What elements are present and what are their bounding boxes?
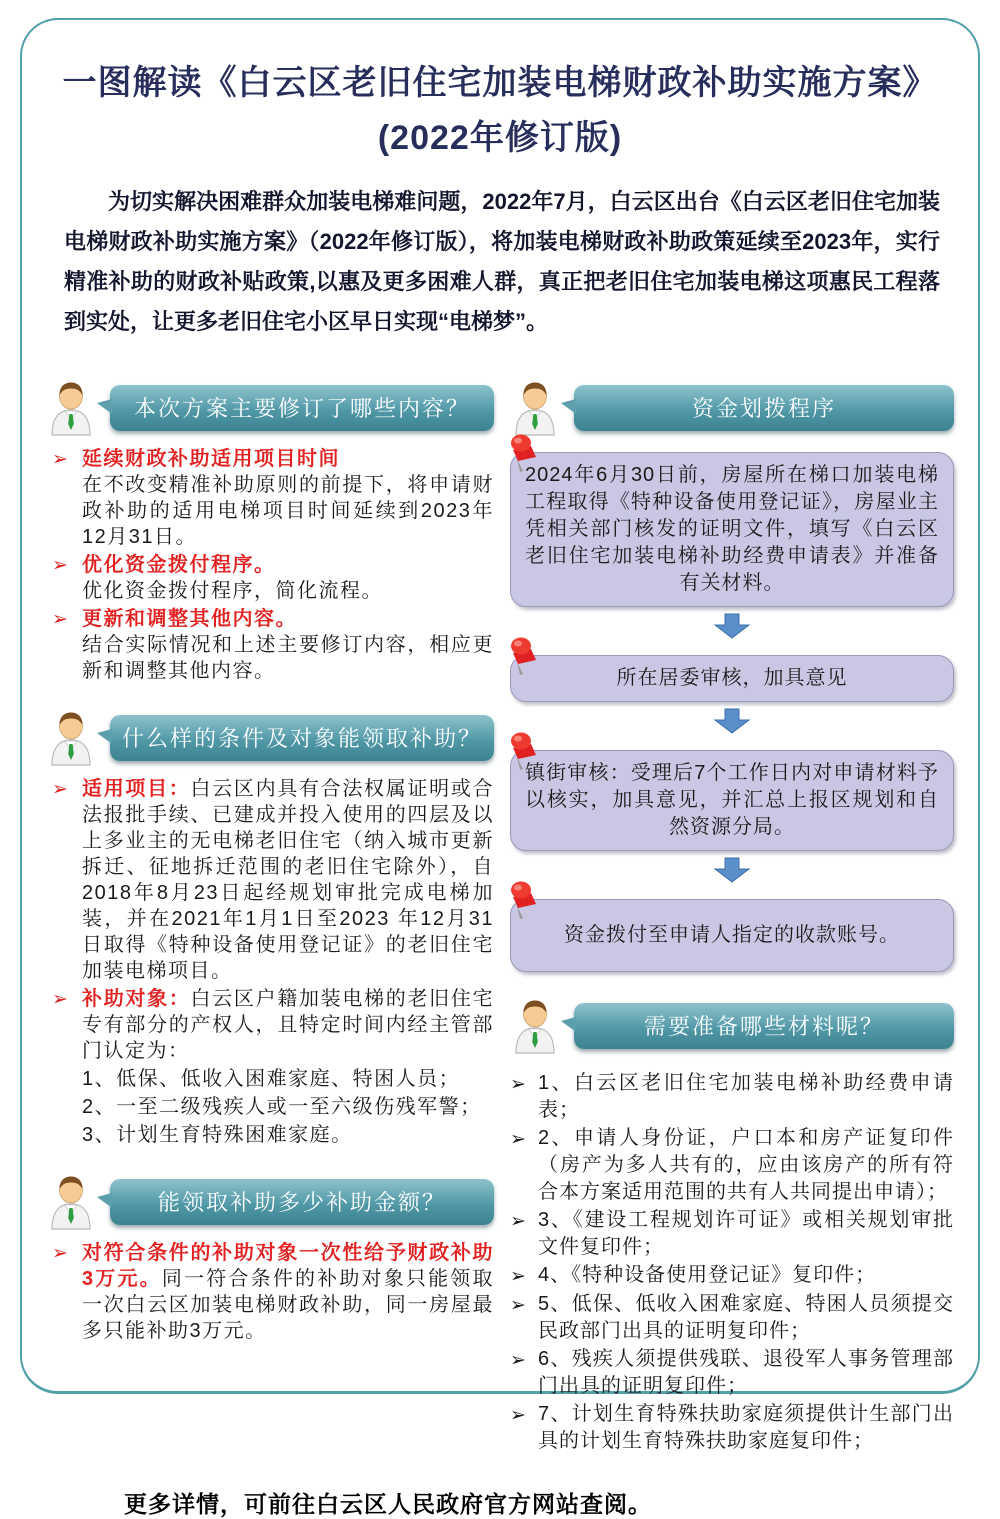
section-header [510, 380, 954, 436]
body-text: 白云区内具有合法权属证明或合法报批手续、已建成并投入使用的四层及以上多业主的无电梯老旧住宅（纳入城市更新拆迁、征地拆迁范围的老旧住宅除外），自2018年8月23日起经规划审批完成电梯加装，并在2021年1月1日至2023 年12月31日取得《特种设备使用登记证》的老旧住宅加装电梯项目。 [82, 778, 495, 983]
flow-step-text: 所在居委审核，加具意见 [616, 667, 848, 690]
emphasis-text: 补助对象： [82, 988, 191, 1011]
section-fund-process [510, 380, 954, 972]
arrow-bullet-icon: ➢ [52, 609, 68, 631]
material-list-item [510, 1125, 954, 1206]
arrow-bullet-icon: ➢ [52, 1243, 68, 1265]
material-item-text: 5、低保、低收入困难家庭、特困人员须提交民政部门出具的证明复印件； [538, 1293, 954, 1343]
body-text: 优化资金拨付程序，简化流程。 [82, 580, 383, 603]
emphasis-text: 更新和调整其他内容。 [82, 608, 297, 631]
list-item [52, 446, 494, 550]
page-title-line1: 一图解读《白云区老旧住宅加装电梯财政补助实施方案》 [62, 64, 938, 102]
body-text: 同一符合条件的补助对象只能领取一次白云区加装电梯财政补助，同一房屋最多只能补助3万元。 [82, 1268, 494, 1343]
red-pushpin-icon [505, 731, 541, 775]
blue-down-arrow-icon [710, 857, 754, 883]
section-title: 本次方案主要修订了哪些内容？ [133, 396, 470, 422]
arrow-bullet-icon: ➢ [510, 1074, 526, 1096]
right-column [510, 380, 954, 1456]
flow-step-box [510, 452, 954, 607]
material-item-text: 7、计划生育特殊扶助家庭须提供计生部门出具的计划生育特殊扶助家庭复印件； [538, 1403, 954, 1453]
list-item [52, 986, 494, 1148]
flow-step-text: 2024年6月30日前，房屋所在梯口加装电梯工程取得《特种设备使用登记证》，房屋业主凭相关部门核发的证明文件，填写《白云区老旧住宅加装电梯补助经费申请表》并准备有关材料。 [525, 464, 939, 595]
material-item-text: 4、《特种设备使用登记证》复印件； [538, 1264, 877, 1287]
red-pushpin-icon [505, 433, 541, 477]
arrow-bullet-icon: ➢ [510, 1266, 526, 1288]
body-text: 白云区户籍加装电梯的老旧住宅专有部分的产权人，且特定时间内经主管部门认定为： [82, 988, 495, 1063]
list-item [52, 776, 494, 984]
list-item-text [82, 1240, 494, 1344]
list-item-text [82, 776, 494, 984]
body-text: 在不改变精准补助原则的前提下，将申请财政补助的适用电梯项目时间延续到2023年12月31日。 [82, 474, 494, 549]
section-title-bubble [574, 1003, 954, 1049]
material-list-item [510, 1207, 954, 1261]
section-header [46, 380, 494, 436]
arrow-bullet-icon: ➢ [510, 1405, 526, 1427]
section-amount [46, 1174, 494, 1344]
flow-step-text: 镇街审核：受理后7个工作日内对申请材料予以核实，加具意见，并汇总上报区规划和自然资源分局。 [525, 762, 939, 839]
person-avatar-icon [510, 380, 560, 436]
material-item-text: 2、申请人身份证，户口本和房产证复印件（房产为多人共有的，应由该房产的所有符合本方案适用范围的共有人共同提出申请）； [538, 1127, 954, 1204]
section-header [46, 710, 494, 766]
arrow-bullet-icon: ➢ [52, 555, 68, 577]
material-item-text: 1、白云区老旧住宅加装电梯补助经费申请表； [538, 1072, 954, 1122]
sub-list-item: 2、一至二级残疾人或一至六级伤残军警； [82, 1096, 482, 1119]
list-item [52, 606, 494, 684]
list-item-text [82, 986, 494, 1148]
material-list-item [510, 1401, 954, 1455]
red-pushpin-icon [505, 636, 541, 680]
section-materials [510, 998, 954, 1455]
page-title-line2: (2022年修订版) [377, 119, 623, 158]
section-title-bubble [574, 385, 954, 431]
bullet-list [52, 446, 494, 684]
emphasis-text: 对符合条件的补助对象一次性给予财政补助3万元。 [82, 1242, 494, 1291]
material-item-text: 3、《建设工程规划许可证》或相关规划审批文件复印件； [538, 1209, 954, 1259]
blue-down-arrow-icon [710, 708, 754, 734]
left-column [46, 380, 494, 1346]
bullet-list [52, 776, 494, 1148]
list-item [52, 1240, 494, 1344]
arrow-bullet-icon: ➢ [510, 1211, 526, 1233]
materials-list [510, 1070, 954, 1455]
intro-paragraph: 为切实解决困难群众加装电梯难问题，2022年7月，白云区出台《白云区老旧住宅加装电梯财政补助实施方案》（2022年修订版），将加装电梯财政补助政策延续至2023年，实行精准补助的财政补贴政策,以惠及更多困难人群，真正把老旧住宅加装电梯这项惠民工程落到实处，让更多老旧住宅小区早日实现“电梯梦”。 [64, 189, 940, 335]
flow-step-text: 资金拨付至申请人指定的收款账号。 [564, 924, 900, 947]
arrow-bullet-icon: ➢ [52, 449, 68, 471]
footer-note: 更多详情，可前往白云区人民政府官方网站查阅。 [124, 1491, 652, 1518]
arrow-bullet-icon: ➢ [52, 779, 68, 801]
section-header [510, 998, 954, 1054]
section-title: 需要准备哪些材料呢？ [643, 1014, 884, 1040]
emphasis-text: 延续财政补助适用项目时间 [82, 448, 340, 471]
section-title-bubble [110, 385, 494, 431]
body-text: 结合实际情况和上述主要修订内容，相应更新和调整其他内容。 [82, 634, 494, 683]
arrow-bullet-icon: ➢ [510, 1295, 526, 1317]
list-item-text [82, 446, 494, 550]
person-avatar-icon [46, 1174, 96, 1230]
emphasis-text: 适用项目： [82, 778, 191, 801]
list-item [52, 552, 494, 604]
section-title: 资金划拨程序 [691, 396, 836, 422]
sub-list-item: 3、计划生育特殊困难家庭。 [82, 1124, 353, 1147]
list-item-text [82, 552, 494, 604]
flow-step-box [510, 750, 954, 851]
emphasis-text: 优化资金拨付程序。 [82, 554, 276, 577]
flow-step-box [510, 655, 954, 702]
section-title-bubble [110, 1179, 494, 1225]
material-list-item [510, 1346, 954, 1400]
section-revisions [46, 380, 494, 684]
content-columns [46, 380, 954, 1456]
section-header [46, 1174, 494, 1230]
blue-down-arrow-icon [710, 613, 754, 639]
person-avatar-icon [46, 380, 96, 436]
red-pushpin-icon [505, 880, 541, 924]
person-avatar-icon [510, 998, 560, 1054]
section-title: 能领取补助多少补助金额？ [157, 1190, 446, 1216]
section-title-bubble [110, 715, 494, 761]
section-eligibility [46, 710, 494, 1148]
material-item-text: 6、残疾人须提供残联、退役军人事务管理部门出具的证明复印件； [538, 1348, 954, 1398]
material-list-item [510, 1262, 954, 1290]
arrow-bullet-icon: ➢ [510, 1350, 526, 1372]
process-flowchart [510, 452, 954, 972]
sub-list-item: 1、低保、低收入困难家庭、特困人员； [82, 1068, 461, 1091]
material-list-item [510, 1291, 954, 1345]
poster [22, 20, 978, 1518]
arrow-bullet-icon: ➢ [52, 989, 68, 1011]
bullet-list [52, 1240, 494, 1344]
arrow-bullet-icon: ➢ [510, 1129, 526, 1151]
flow-step-box [510, 899, 954, 972]
list-item-text [82, 606, 494, 684]
section-title: 什么样的条件及对象能领取补助？ [121, 726, 482, 752]
person-avatar-icon [46, 710, 96, 766]
page-title [46, 56, 954, 166]
material-list-item [510, 1070, 954, 1124]
